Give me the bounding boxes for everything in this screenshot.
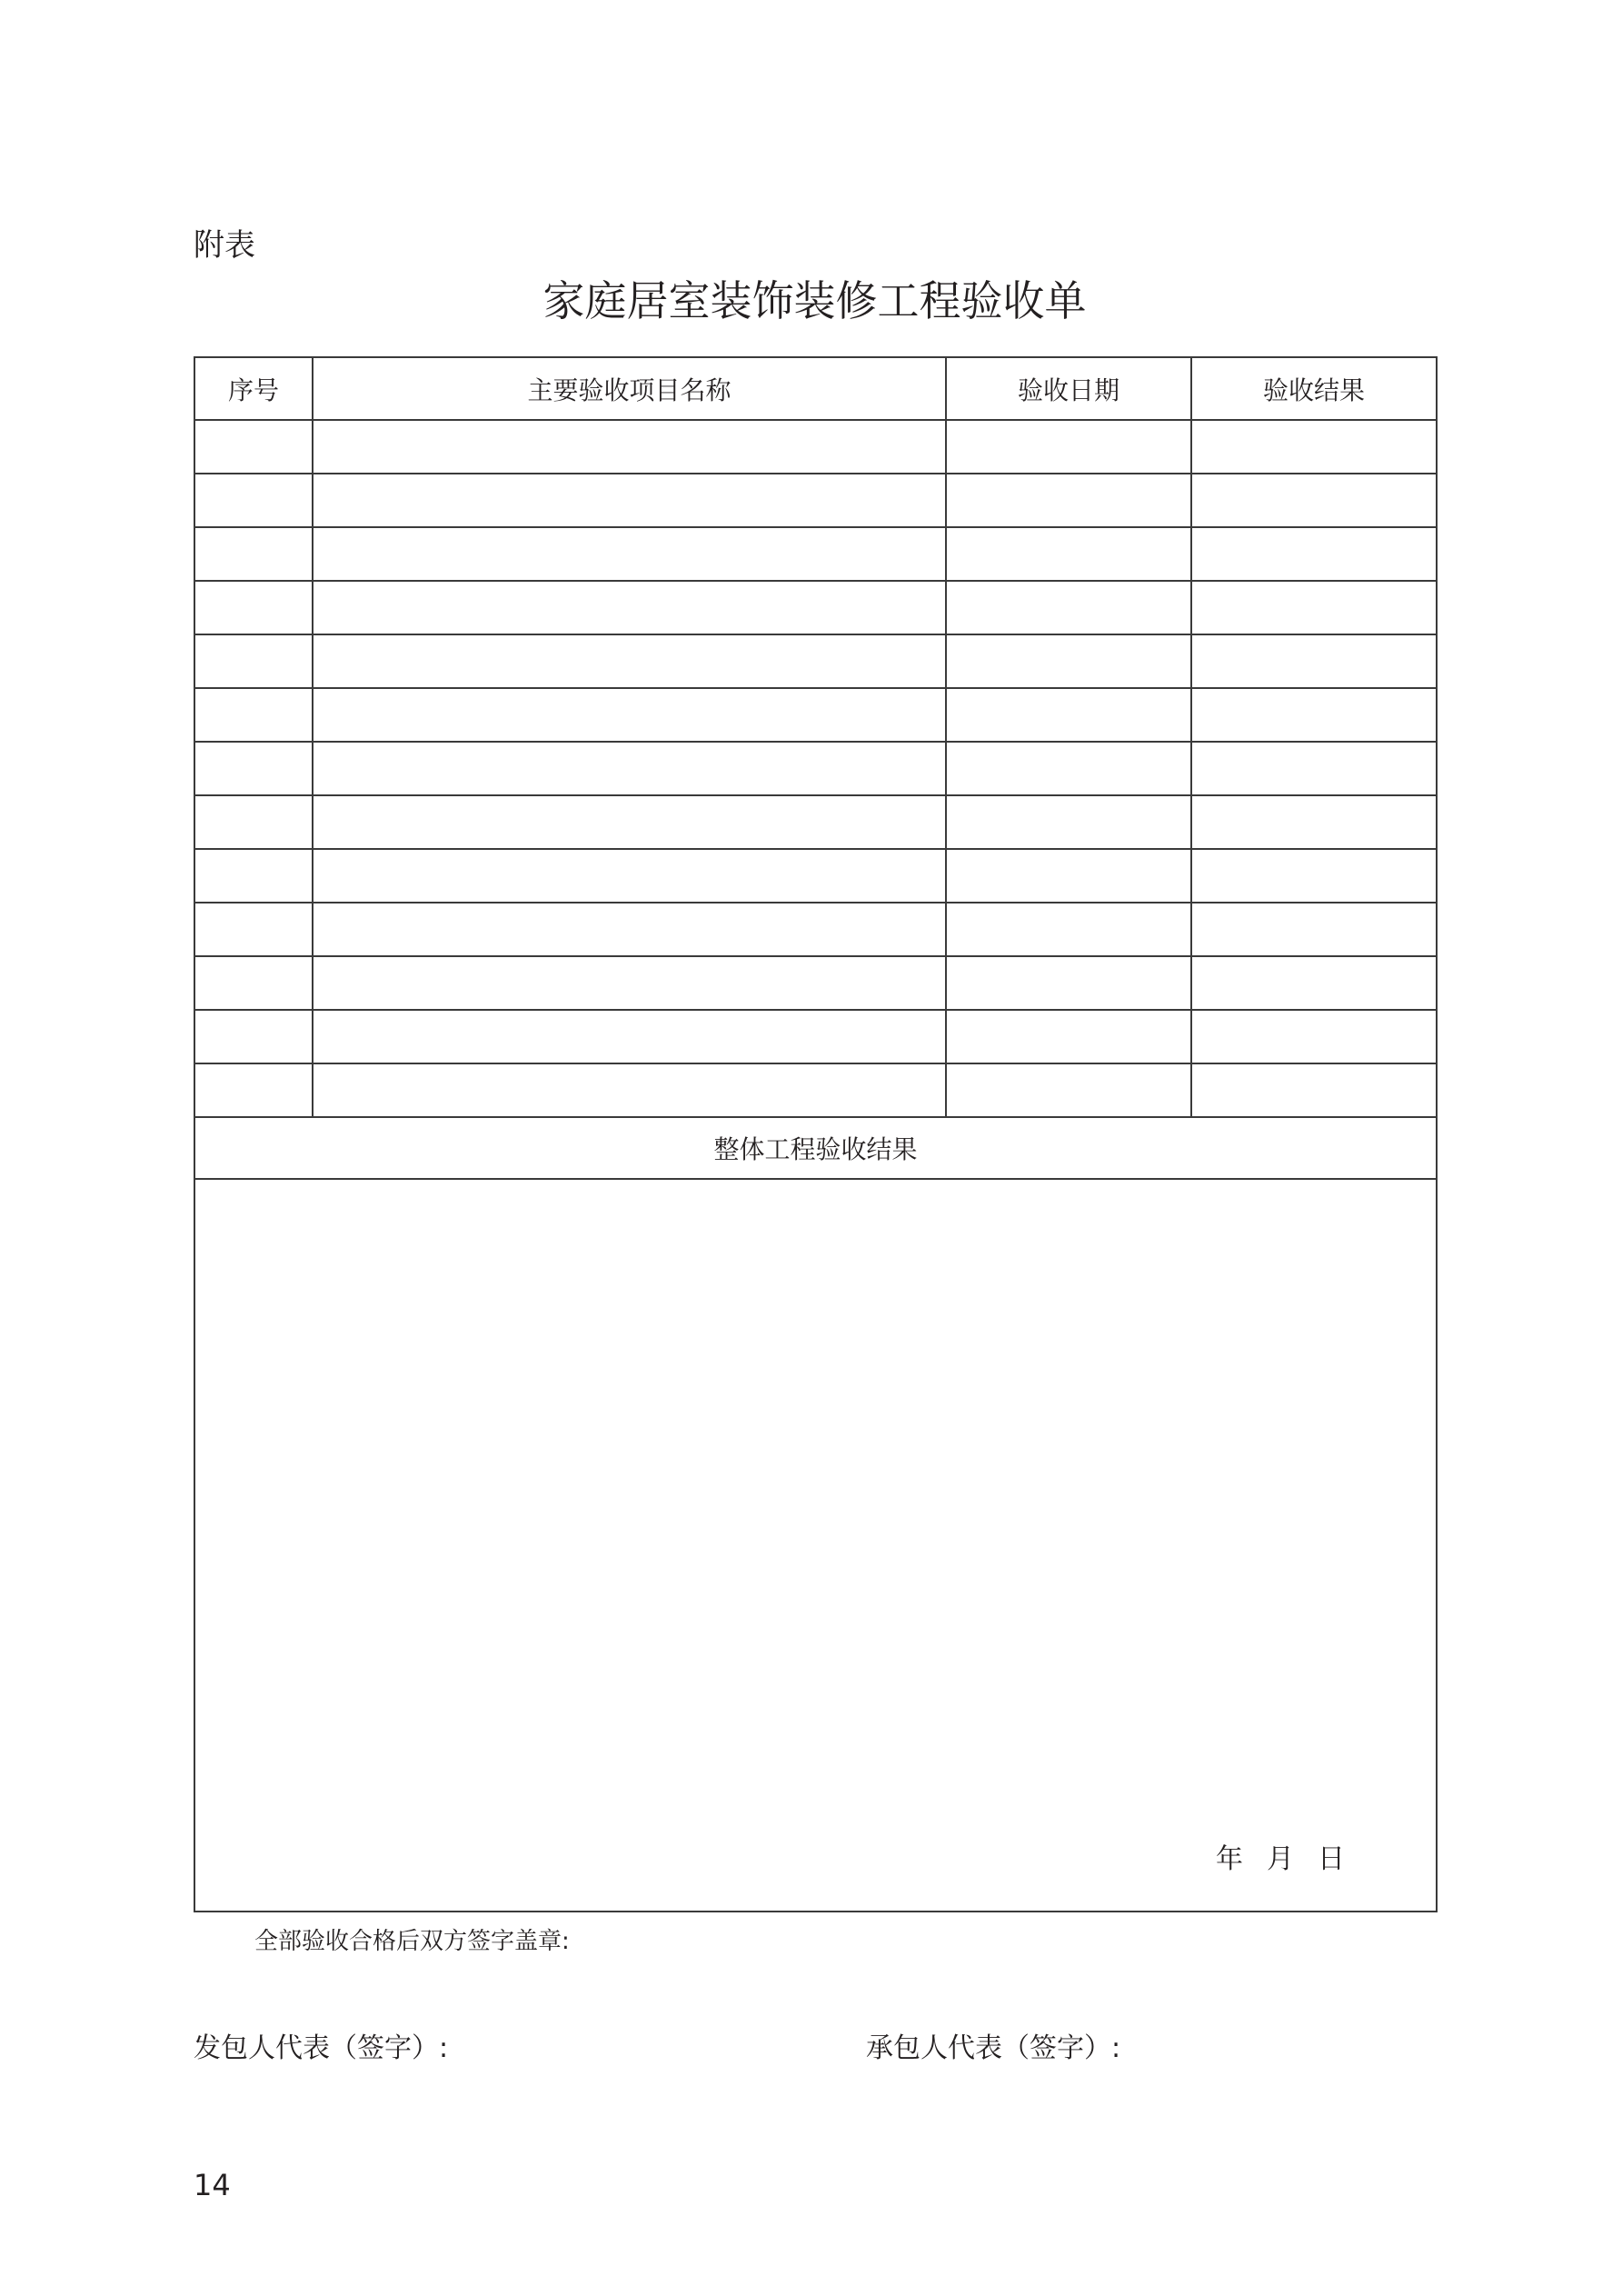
date-day-label: 日 [1318, 1843, 1345, 1875]
cell-serial-number[interactable] [194, 688, 313, 742]
cell-item-name[interactable] [313, 795, 946, 849]
summary-result-field[interactable] [194, 1179, 1437, 1912]
table-row [194, 1010, 1437, 1063]
table-header-row [194, 357, 1437, 420]
table-row [194, 420, 1437, 474]
cell-inspection-result[interactable] [1191, 474, 1437, 527]
cell-serial-number[interactable] [194, 527, 313, 581]
table-row [194, 1063, 1437, 1117]
cell-inspection-result[interactable] [1191, 527, 1437, 581]
document-title: 家庭居室装饰装修工程验收单 [542, 276, 1087, 325]
cell-item-name[interactable] [313, 742, 946, 795]
appendix-label: 附表 [194, 227, 255, 264]
cell-item-name[interactable] [313, 420, 946, 474]
cell-inspection-result[interactable] [1191, 581, 1437, 634]
cell-serial-number[interactable] [194, 634, 313, 688]
cell-serial-number[interactable] [194, 1010, 313, 1063]
cell-serial-number[interactable] [194, 795, 313, 849]
header-item-name: 主要验收项目名称 [313, 357, 946, 420]
table-row [194, 795, 1437, 849]
cell-inspection-result[interactable] [1191, 688, 1437, 742]
cell-item-name[interactable] [313, 903, 946, 956]
header-inspection-date: 验收日期 [946, 357, 1191, 420]
cell-inspection-date[interactable] [946, 581, 1191, 634]
cell-inspection-result[interactable] [1191, 1010, 1437, 1063]
cell-serial-number[interactable] [194, 420, 313, 474]
cell-item-name[interactable] [313, 527, 946, 581]
cell-inspection-result[interactable] [1191, 1063, 1437, 1117]
date-line [1216, 1836, 1345, 1876]
table-row [194, 688, 1437, 742]
cell-serial-number[interactable] [194, 849, 313, 903]
cell-inspection-date[interactable] [946, 956, 1191, 1010]
cell-item-name[interactable] [313, 634, 946, 688]
cell-item-name[interactable] [313, 688, 946, 742]
cell-item-name[interactable] [313, 474, 946, 527]
cell-inspection-date[interactable] [946, 742, 1191, 795]
summary-body-row [194, 1179, 1437, 1912]
cell-inspection-date[interactable] [946, 1063, 1191, 1117]
cell-serial-number[interactable] [194, 1063, 313, 1117]
date-year-label: 年 [1216, 1843, 1243, 1875]
header-serial-number: 序号 [194, 357, 313, 420]
summary-heading-row [194, 1117, 1437, 1179]
table-row [194, 634, 1437, 688]
table-row [194, 742, 1437, 795]
owner-representative-signature[interactable]: 发包人代表（签字）: [194, 2032, 449, 2064]
cell-item-name[interactable] [313, 1010, 946, 1063]
cell-inspection-date[interactable] [946, 795, 1191, 849]
cell-inspection-date[interactable] [946, 634, 1191, 688]
cell-inspection-date[interactable] [946, 849, 1191, 903]
cell-serial-number[interactable] [194, 956, 313, 1010]
cell-serial-number[interactable] [194, 474, 313, 527]
contractor-representative-signature[interactable]: 承包人代表（签字）: [866, 2032, 1121, 2064]
table-row [194, 527, 1437, 581]
cell-inspection-date[interactable] [946, 903, 1191, 956]
summary-heading: 整体工程验收结果 [194, 1117, 1437, 1179]
page-number: 14 [194, 2168, 231, 2202]
signature-note: 全部验收合格后双方签字盖章: [254, 1928, 570, 1955]
cell-serial-number[interactable] [194, 742, 313, 795]
header-inspection-result: 验收结果 [1191, 357, 1437, 420]
table-row [194, 474, 1437, 527]
cell-inspection-result[interactable] [1191, 634, 1437, 688]
cell-item-name[interactable] [313, 956, 946, 1010]
cell-inspection-result[interactable] [1191, 742, 1437, 795]
table-row [194, 849, 1437, 903]
cell-inspection-date[interactable] [946, 688, 1191, 742]
cell-inspection-result[interactable] [1191, 420, 1437, 474]
table-row [194, 956, 1437, 1010]
table-row [194, 903, 1437, 956]
cell-item-name[interactable] [313, 849, 946, 903]
cell-inspection-date[interactable] [946, 527, 1191, 581]
acceptance-form-table [194, 356, 1438, 1912]
cell-inspection-date[interactable] [946, 420, 1191, 474]
cell-serial-number[interactable] [194, 903, 313, 956]
cell-item-name[interactable] [313, 1063, 946, 1117]
cell-inspection-result[interactable] [1191, 849, 1437, 903]
cell-inspection-result[interactable] [1191, 956, 1437, 1010]
cell-serial-number[interactable] [194, 581, 313, 634]
date-month-label: 月 [1267, 1843, 1294, 1875]
cell-inspection-result[interactable] [1191, 903, 1437, 956]
cell-item-name[interactable] [313, 581, 946, 634]
cell-inspection-result[interactable] [1191, 795, 1437, 849]
cell-inspection-date[interactable] [946, 1010, 1191, 1063]
cell-inspection-date[interactable] [946, 474, 1191, 527]
table-row [194, 581, 1437, 634]
